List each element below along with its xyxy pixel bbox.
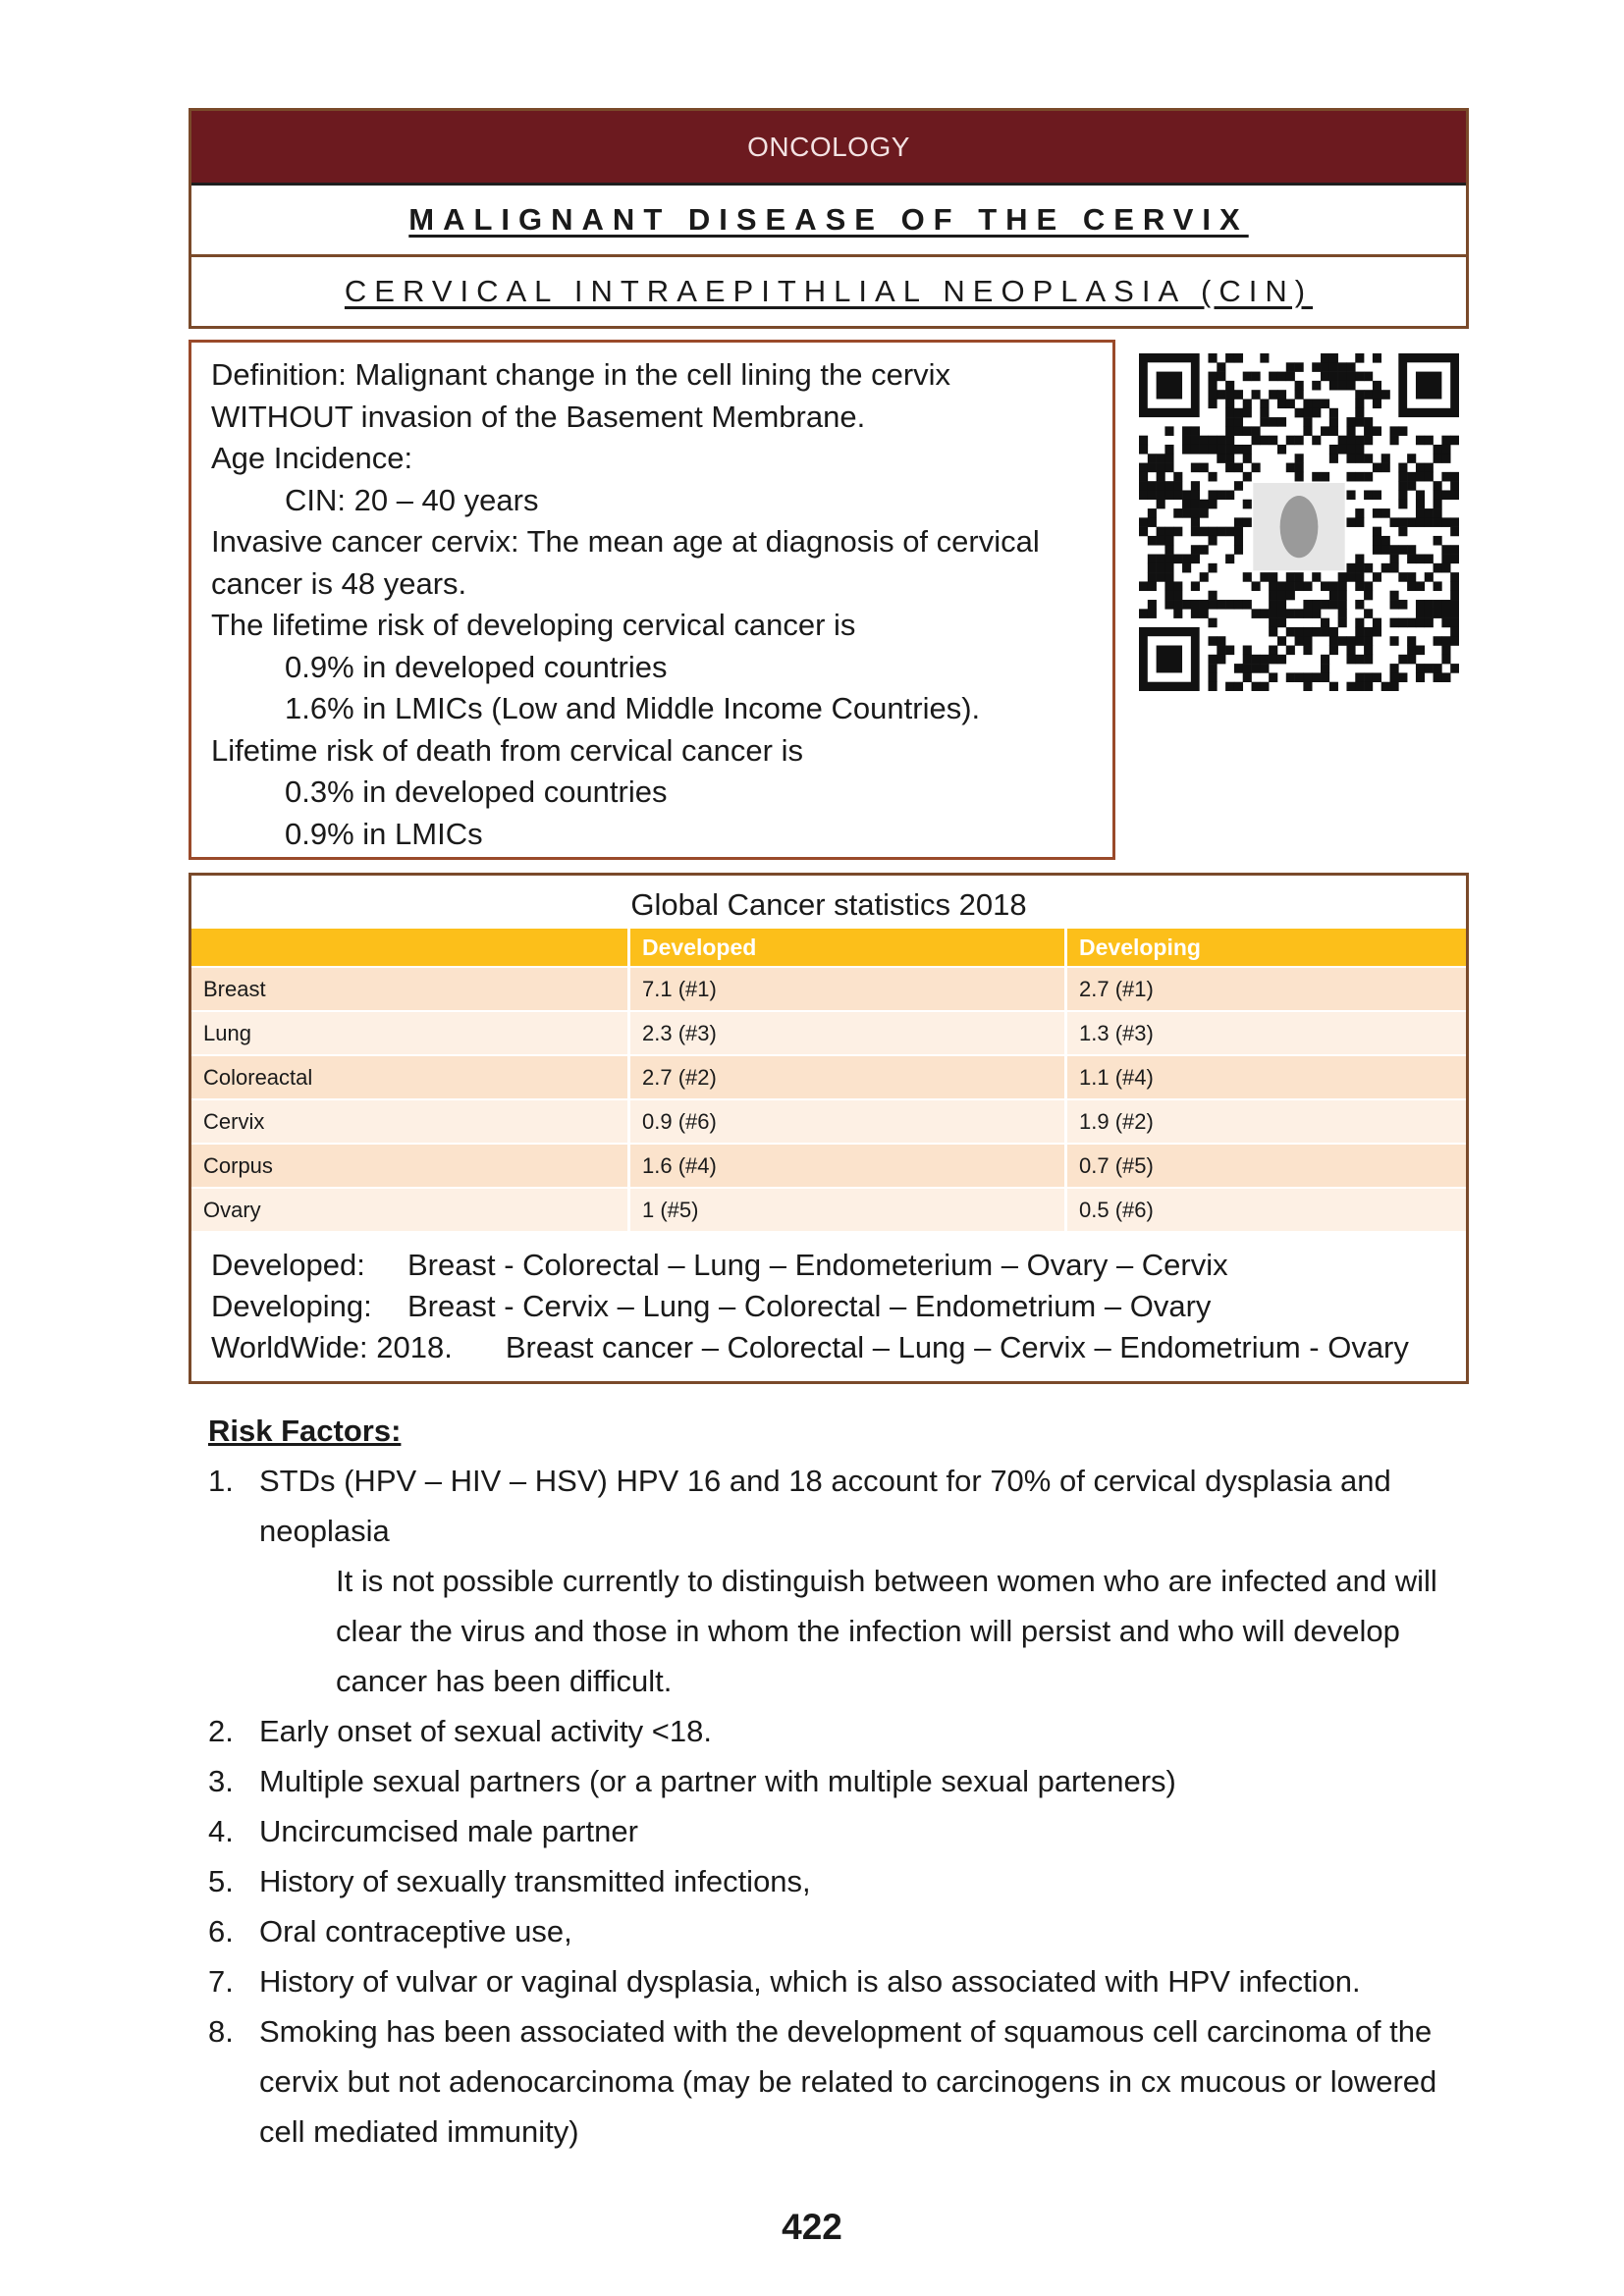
statistic-cell: 1.9 (#2) [1066, 1099, 1467, 1144]
section-label: ONCOLOGY [191, 111, 1466, 186]
definition-line: 1.6% in LMICs (Low and Middle Income Countries). [285, 691, 981, 725]
list-item [208, 1956, 1465, 2006]
definition-line: CIN: 20 – 40 years [285, 482, 539, 517]
list-number: 7. [208, 1964, 234, 1999]
ranking-row [211, 1286, 1446, 1327]
list-number: 1. [208, 1464, 234, 1498]
definition-line: WITHOUT invasion of the Basement Membrane. [211, 399, 866, 434]
list-number: 8. [208, 2014, 234, 2049]
table-row [191, 1099, 1466, 1144]
table-row [191, 1011, 1466, 1055]
list-line: Smoking has been associated with the development of squamous cell carcinoma of the [259, 2014, 1433, 2049]
ranking-value: Breast - Cervix – Lung – Colorectal – Endometrium – Ovary [407, 1289, 1212, 1323]
cancer-site-cell: Breast [191, 967, 629, 1011]
table-header-cell: Developing [1066, 929, 1467, 967]
list-item-text [259, 1806, 1465, 1856]
chapter-header [189, 108, 1469, 329]
risk-factors-section [208, 1406, 1465, 2157]
table-header-cell: Developed [629, 929, 1066, 967]
risk-factors-list [208, 1456, 1465, 2157]
list-item-text [259, 2006, 1465, 2157]
list-item [208, 1906, 1465, 1956]
risk-factors-title: Risk Factors: [208, 1414, 402, 1448]
definition-line: 0.9% in LMICs [285, 816, 483, 851]
list-line: neoplasia [259, 1514, 390, 1548]
definition-line: 0.3% in developed countries [285, 774, 668, 809]
list-line: Multiple sexual partners (or a partner with multiple sexual parteners) [259, 1764, 1176, 1798]
list-line: Early onset of sexual activity <18. [259, 1714, 712, 1748]
rankings [191, 1231, 1466, 1368]
list-item [208, 1806, 1465, 1856]
statistic-cell: 7.1 (#1) [629, 967, 1066, 1011]
list-line: cervix but not adenocarcinoma (may be related to carcinogens in cx mucous or lowered [259, 2064, 1437, 2099]
ranking-row [211, 1245, 1446, 1286]
list-line: Uncircumcised male partner [259, 1814, 638, 1848]
statistic-cell: 1.3 (#3) [1066, 1011, 1467, 1055]
list-subline: cancer has been difficult. [336, 1664, 673, 1698]
statistics-table [191, 929, 1466, 1231]
list-item [208, 1856, 1465, 1906]
statistic-cell: 1.1 (#4) [1066, 1055, 1467, 1099]
list-number: 6. [208, 1914, 234, 1949]
list-item-text [259, 1956, 1465, 2006]
table-row [191, 1055, 1466, 1099]
statistic-cell: 0.7 (#5) [1066, 1144, 1467, 1188]
list-number: 5. [208, 1864, 234, 1898]
definition-line: Lifetime risk of death from cervical cancer is [211, 732, 803, 768]
table-row [191, 1188, 1466, 1231]
table-header-cell [191, 929, 629, 967]
list-item-text [259, 1856, 1465, 1906]
statistic-cell: 2.3 (#3) [629, 1011, 1066, 1055]
ranking-label: Developing: [211, 1289, 372, 1323]
statistics-title: Global Cancer statistics 2018 [630, 887, 1027, 922]
statistic-cell: 1 (#5) [629, 1188, 1066, 1231]
statistic-cell: 0.5 (#6) [1066, 1188, 1467, 1231]
list-number: 2. [208, 1714, 234, 1748]
list-item [208, 2006, 1465, 2157]
table-row [191, 967, 1466, 1011]
page-number: 422 [782, 2207, 842, 2247]
page-title: MALIGNANT DISEASE OF THE CERVIX [408, 202, 1249, 237]
definition-line: The lifetime risk of developing cervical cancer is [211, 608, 856, 642]
list-line: History of vulvar or vaginal dysplasia, which is also associated with HPV infection. [259, 1964, 1361, 1999]
cancer-statistics-box [189, 873, 1469, 1384]
list-item-text [259, 1906, 1465, 1956]
statistic-cell: 1.6 (#4) [629, 1144, 1066, 1188]
ranking-value: Breast - Colorectal – Lung – Endometerium – Ovary – Cervix [407, 1248, 1228, 1282]
page-subtitle: CERVICAL INTRAEPITHLIAL NEOPLASIA (CIN) [344, 274, 1314, 308]
statistic-cell: 2.7 (#2) [629, 1055, 1066, 1099]
cancer-site-cell: Coloreactal [191, 1055, 629, 1099]
list-line: Oral contraceptive use, [259, 1914, 572, 1949]
list-item [208, 1456, 1465, 1706]
list-number: 4. [208, 1814, 234, 1848]
definition-line: 0.9% in developed countries [285, 649, 668, 684]
qr-code-icon[interactable] [1139, 353, 1459, 691]
definition-line: Age Incidence: [211, 441, 413, 475]
list-line: cell mediated immunity) [259, 2114, 579, 2149]
definition-line: Definition: Malignant change in the cell lining the cervix [211, 357, 951, 392]
list-item-text [259, 1706, 1465, 1756]
list-item [208, 1706, 1465, 1756]
cancer-site-cell: Corpus [191, 1144, 629, 1188]
cancer-site-cell: Cervix [191, 1099, 629, 1144]
list-line: History of sexually transmitted infections, [259, 1864, 811, 1898]
cancer-site-cell: Ovary [191, 1188, 629, 1231]
list-item-text [259, 1456, 1465, 1706]
list-item [208, 1756, 1465, 1806]
ranking-label: WorldWide: 2018. [211, 1330, 453, 1364]
definition-box [189, 340, 1115, 860]
definition-line: cancer is 48 years. [211, 565, 467, 601]
definition-line: Invasive cancer cervix: The mean age at diagnosis of cervical [211, 524, 1040, 559]
table-row [191, 1144, 1466, 1188]
list-number: 3. [208, 1764, 234, 1798]
list-line: STDs (HPV – HIV – HSV) HPV 16 and 18 account for 70% of cervical dysplasia and [259, 1464, 1391, 1498]
list-subline: clear the virus and those in whom the infection will persist and who will develop [336, 1614, 1400, 1648]
statistic-cell: 2.7 (#1) [1066, 967, 1467, 1011]
ranking-value: Breast cancer – Colorectal – Lung – Cervix – Endometrium - Ovary [505, 1330, 1409, 1364]
ranking-row [211, 1327, 1446, 1368]
list-item-text [259, 1756, 1465, 1806]
ranking-label: Developed: [211, 1248, 365, 1282]
statistic-cell: 0.9 (#6) [629, 1099, 1066, 1144]
cancer-site-cell: Lung [191, 1011, 629, 1055]
list-subline: It is not possible currently to distinguish between women who are infected and will [336, 1564, 1437, 1598]
